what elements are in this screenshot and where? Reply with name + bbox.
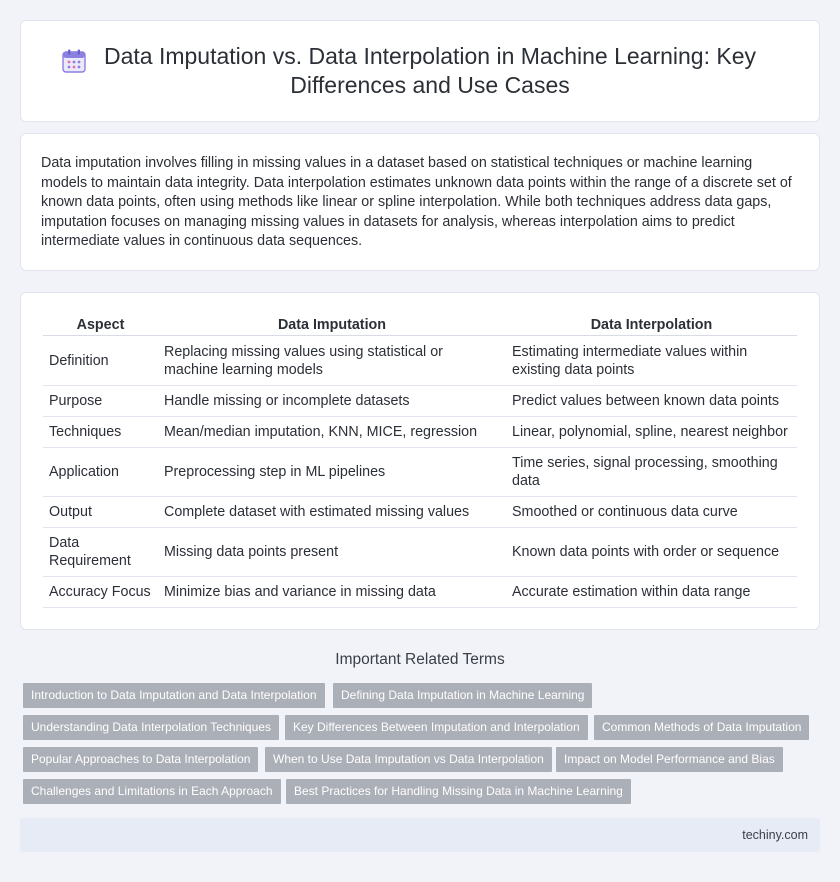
intro-text: Data imputation involves filling in missing values in a dataset based on statistical techniques or machine learning models to maintain data integrity. Data interpolation estimates unknown data points within the range of a discrete set of known data points, often using methods like linear or spline interpolation. While both techniques address data gaps, imputation focuses on managing missing values in datasets for analysis, whereas interpolation aims to predict intermediate values in continuous data sequences.	[41, 155, 792, 250]
related-term-tag[interactable]: Challenges and Limitations in Each Approach	[23, 779, 281, 804]
related-term-tag[interactable]: Introduction to Data Imputation and Data Interpolation	[23, 683, 325, 708]
header-card	[20, 20, 820, 122]
cell-imputation: Handle missing or incomplete datasets	[158, 386, 506, 417]
related-term-tag[interactable]: Best Practices for Handling Missing Data in Machine Learning	[286, 779, 631, 804]
cell-aspect: Output	[43, 497, 158, 528]
intro-card	[20, 133, 820, 271]
related-term-tag[interactable]: Common Methods of Data Imputation	[594, 715, 809, 740]
table-row	[43, 577, 797, 608]
related-term-tag[interactable]: Defining Data Imputation in Machine Learning	[333, 683, 592, 708]
related-term-tag[interactable]: Key Differences Between Imputation and Interpolation	[285, 715, 588, 740]
related-term-tag[interactable]: Popular Approaches to Data Interpolation	[23, 747, 258, 772]
table-row	[43, 528, 797, 577]
cell-imputation: Preprocessing step in ML pipelines	[158, 448, 506, 497]
cell-interpolation: Known data points with order or sequence	[506, 528, 797, 577]
cell-interpolation: Predict values between known data points	[506, 386, 797, 417]
table-row	[43, 497, 797, 528]
table-header-row	[43, 311, 797, 336]
cell-aspect: Data Requirement	[43, 528, 158, 577]
footer-site[interactable]: techiny.com	[742, 828, 808, 842]
header-aspect: Aspect	[43, 311, 158, 336]
cell-interpolation: Linear, polynomial, spline, nearest neighbor	[506, 417, 797, 448]
calendar-icon	[61, 48, 87, 74]
footer	[20, 818, 820, 852]
related-terms-title: Important Related Terms	[335, 651, 505, 668]
cell-imputation: Minimize bias and variance in missing data	[158, 577, 506, 608]
cell-aspect: Techniques	[43, 417, 158, 448]
related-term-tag[interactable]: Impact on Model Performance and Bias	[556, 747, 783, 772]
cell-interpolation: Time series, signal processing, smoothing data	[506, 448, 797, 497]
cell-aspect: Definition	[43, 336, 158, 386]
cell-interpolation: Estimating intermediate values within existing data points	[506, 336, 797, 386]
related-term-tag[interactable]: Understanding Data Interpolation Techniques	[23, 715, 279, 740]
header-interpolation: Data Interpolation	[506, 311, 797, 336]
table-row	[43, 417, 797, 448]
page-title: Data Imputation vs. Data Interpolation in Machine Learning: Key Differences and Use Cases	[103, 43, 757, 98]
cell-interpolation: Smoothed or continuous data curve	[506, 497, 797, 528]
table-row	[43, 386, 797, 417]
comparison-table	[43, 311, 797, 608]
cell-aspect: Accuracy Focus	[43, 577, 158, 608]
related-term-tag[interactable]: When to Use Data Imputation vs Data Interpolation	[265, 747, 552, 772]
header-imputation: Data Imputation	[158, 311, 506, 336]
cell-imputation: Replacing missing values using statistical or machine learning models	[158, 336, 506, 386]
cell-imputation: Complete dataset with estimated missing values	[158, 497, 506, 528]
comparison-table-card	[20, 292, 820, 630]
table-row	[43, 448, 797, 497]
table-row	[43, 336, 797, 386]
cell-imputation: Mean/median imputation, KNN, MICE, regression	[158, 417, 506, 448]
cell-interpolation: Accurate estimation within data range	[506, 577, 797, 608]
cell-aspect: Purpose	[43, 386, 158, 417]
cell-imputation: Missing data points present	[158, 528, 506, 577]
cell-aspect: Application	[43, 448, 158, 497]
